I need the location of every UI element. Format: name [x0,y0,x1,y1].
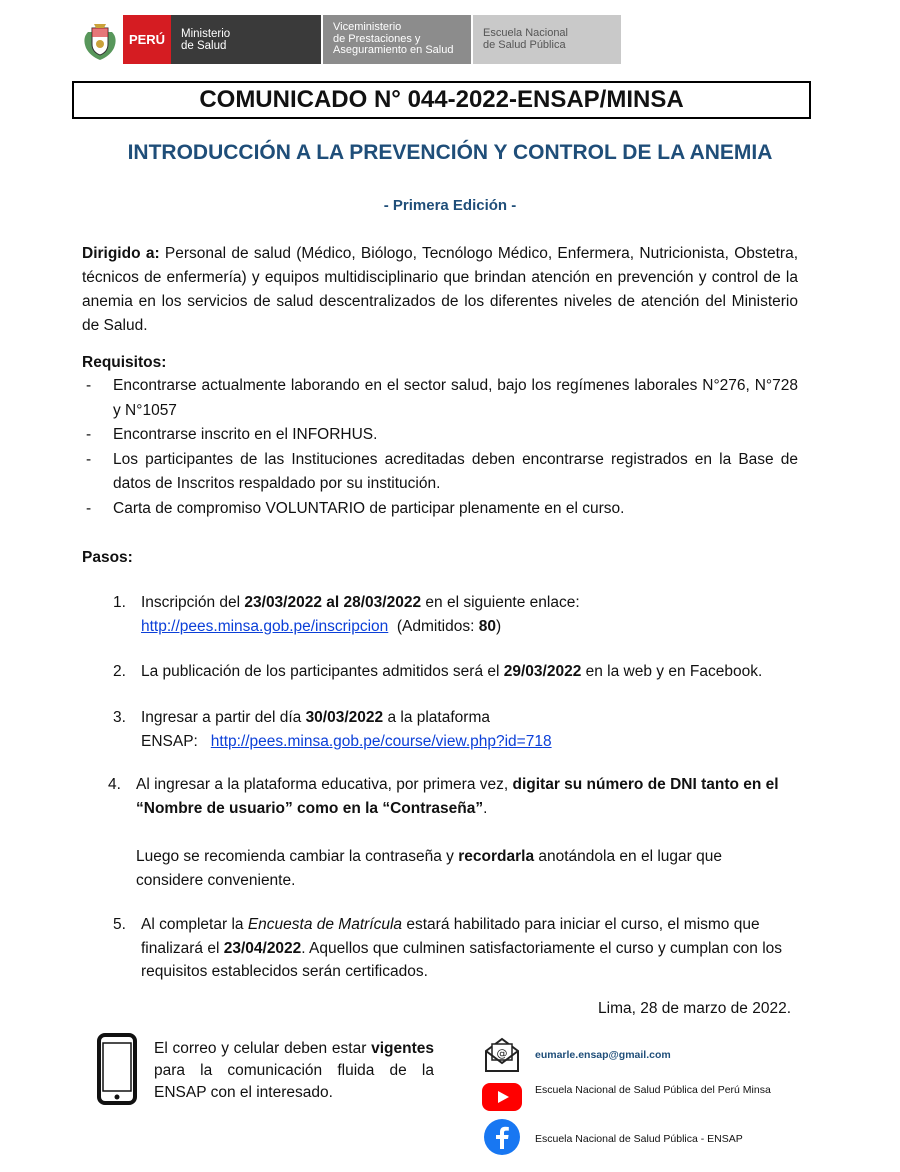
course-link[interactable]: http://pees.minsa.gob.pe/course/view.php?id=718 [210,732,552,750]
step-dates: 23/03/2022 al 28/03/2022 [244,594,422,611]
peru-label: PERÚ [123,15,171,64]
course-edition: - Primera Edición - [383,197,517,214]
dirigido-text: Personal de salud (Médico, Biólogo, Tecnólogo Médico, Enfermera, Nutricionista, Obstetra, técnicos de enfermería) y equipos multidisciplinario que brindan atención en prevención y control de la anemia en los servicios de salud descentralizados de los diferentes niveles de atención del Ministerio de Salud. [82,245,798,334]
escuela-line2: de Salud Pública [483,38,566,51]
coat-of-arms-icon [77,15,123,64]
list-item: - Encontrarse actualmente laborando en el sector salud, bajo los regímenes laborales N°276, N°728 y N°1057 [86,377,798,419]
step-number: 3. [113,709,126,726]
dirigido-paragraph [82,242,798,338]
step-date: 29/03/2022 [503,663,582,680]
step-text: (Admitidos: [388,617,479,635]
step-number: 4. [108,776,121,793]
requisito-text: Encontrarse inscrito en el INFORHUS. [113,426,378,443]
step-text: en la web y en Facebook. [581,663,763,680]
step-text: Luego se recomienda cambiar la contraseña y [136,848,459,865]
step-text: ENSAP: [141,732,211,750]
comunicado-title: COMUNICADO N° 044-2022-ENSAP/MINSA [72,81,811,119]
encuesta-text: Encuesta de Matrícula [247,916,403,933]
note-text: para la comunicación fluida de la ENSAP con el interesado. [154,1062,434,1101]
list-item: - Los participantes de las Instituciones acreditadas deben encontrarse registrados en la Base de datos de Inscritos respaldado por su institución. [86,450,798,492]
course-title: INTRODUCCIÓN A LA PREVENCIÓN Y CONTROL DE LA ANEMIA [127,141,773,164]
requisito-text: Carta de compromiso VOLUNTARIO de participar plenamente en el curso. [113,499,625,517]
step-date: 23/04/2022 [223,939,302,957]
step-text: a la plataforma [383,709,490,726]
vice-line3: Aseguramiento en Salud [333,44,454,57]
note-emphasis: vigentes [371,1040,434,1057]
facebook-icon [482,1117,522,1157]
step-emphasis: recordarla [458,848,535,865]
date-line: Lima, 28 de marzo de 2022. [598,1000,792,1017]
step-2 [113,660,811,684]
list-item: - Carta de compromiso VOLUNTARIO de participar plenamente en el curso. [86,499,625,517]
youtube-channel[interactable]: Escuela Nacional de Salud Pública del Perú Minsa [535,1084,771,1096]
note-text: El correo y celular deben estar [154,1040,372,1057]
step-4-note [136,845,776,892]
step-text: anotándola en el lugar que considere conveniente. [136,848,722,889]
pasos-heading: Pasos: [82,549,133,566]
email-contact [482,1035,522,1075]
ministerio-line2: de Salud [181,39,227,52]
list-item: - Encontrarse inscrito en el INFORHUS. [86,426,378,443]
step-text: Inscripción del [141,594,245,611]
youtube-icon [482,1077,522,1117]
header-banner [77,15,621,64]
step-4 [108,773,801,820]
requisitos-heading: Requisitos: [82,354,167,371]
requisito-text: Los participantes de las Instituciones acreditadas deben encontrarse registrados en la Base de datos de Inscritos respaldado por su institución. [113,450,798,492]
facebook-contact [482,1117,522,1157]
step-text: ) [495,617,502,635]
viceministerio-label [323,15,471,64]
facebook-page[interactable]: Escuela Nacional de Salud Pública - ENSAP [535,1133,743,1145]
step-date: 30/03/2022 [305,709,384,726]
step-number: 2. [113,663,126,680]
dirigido-label: Dirigido a: [82,245,160,262]
phone-icon [97,1033,137,1105]
step-text: Al completar la [141,916,248,933]
step-text: La publicación de los participantes admitidos será el [141,663,504,680]
requisito-text: Encontrarse actualmente laborando en el sector salud, bajo los regímenes laborales N°276, N°728 y N°1057 [113,377,798,419]
step-3 [113,706,801,753]
email-icon [482,1035,522,1075]
youtube-contact [482,1077,522,1117]
vice-line1: Viceministerio [333,21,402,34]
admitidos-count: 80 [478,617,496,635]
step-text: en el siguiente enlace: [421,594,580,611]
step-number: 1. [113,594,126,611]
step-5 [113,913,806,984]
step-number: 5. [113,916,126,933]
svg-text:@: @ [496,1047,508,1060]
step-instruction: digitar su número de DNI tanto en el “Nombre de usuario” como en la “Contraseña” [136,776,779,817]
step-text: Al ingresar a la plataforma educativa, por primera vez, [136,776,513,793]
vice-line2: de Prestaciones y [333,32,421,45]
email-link[interactable]: eumarle.ensap@gmail.com [535,1049,671,1061]
step-text: . [483,799,488,817]
footer-note [154,1038,434,1104]
step-text: Ingresar a partir del día [141,709,306,726]
ministerio-label [171,15,321,64]
escuela-line1: Escuela Nacional [483,27,568,39]
step-1 [113,591,801,638]
inscripcion-link[interactable]: http://pees.minsa.gob.pe/inscripcion [141,617,389,635]
step-text: estará habilitado para iniciar el curso, el mismo que finalizará el [141,916,760,957]
escuela-label [473,15,621,64]
step-text: . Aquellos que culminen satisfactoriamente el curso y cumplan con los requisitos establecidos serán certificados. [141,939,783,980]
requisitos-list [82,374,798,521]
ministerio-line1: Ministerio [181,27,231,40]
